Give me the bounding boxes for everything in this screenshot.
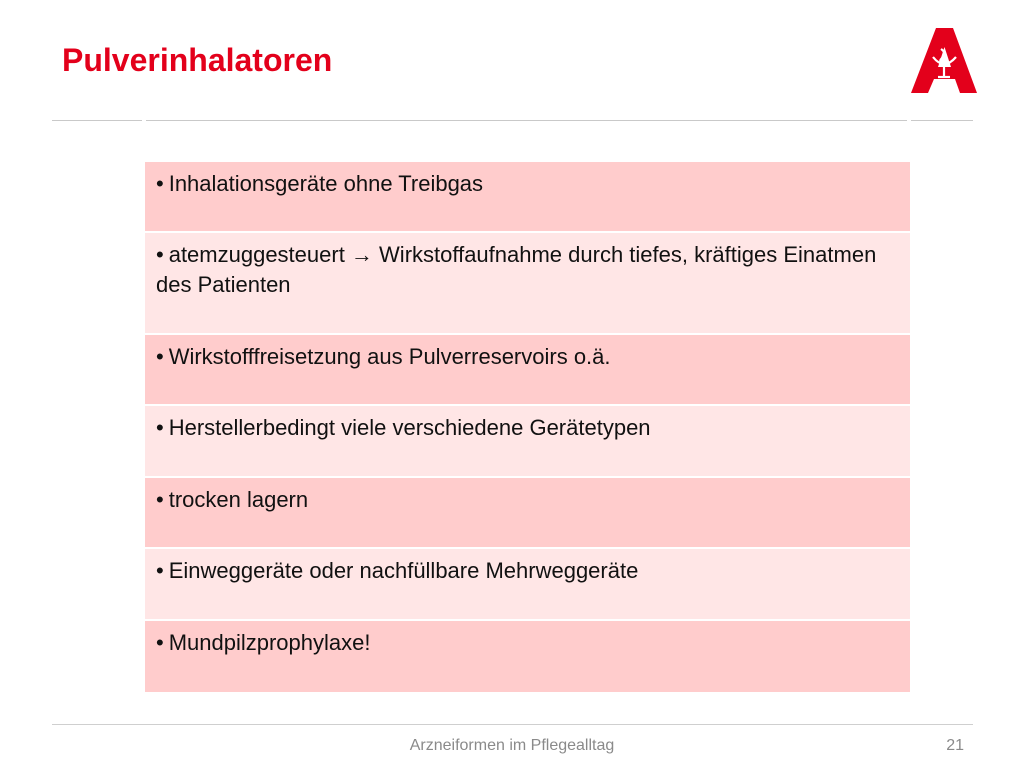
- row-text: Herstellerbedingt viele verschiedene Gerätetypen: [168, 415, 651, 440]
- header-divider-left: [52, 120, 142, 121]
- row-text: Wirkstofffreisetzung aus Pulverreservoirs o.ä.: [168, 344, 611, 369]
- bullet-marker: •: [156, 558, 164, 583]
- table-row: [145, 621, 910, 692]
- bullet-marker: •: [156, 242, 164, 267]
- table-row: [145, 162, 910, 231]
- table-row: [145, 335, 910, 404]
- bullet-table: [145, 162, 910, 692]
- row-text: Inhalationsgeräte ohne Treibgas: [168, 171, 484, 196]
- bullet-marker: •: [156, 171, 164, 196]
- row-text: Mundpilzprophylaxe!: [168, 630, 371, 655]
- table-row: [145, 549, 910, 619]
- row-text: atemzuggesteuert → Wirkstoffaufnahme durch tiefes, kräftiges Einatmen des Patienten: [156, 242, 877, 297]
- bullet-marker: •: [156, 344, 164, 369]
- table-row: [145, 406, 910, 476]
- footer-divider: [52, 724, 973, 725]
- row-text: trocken lagern: [168, 487, 309, 512]
- table-row: [145, 478, 910, 547]
- footer-text: Arzneiformen im Pflegealltag: [409, 737, 615, 754]
- bullet-marker: •: [156, 487, 164, 512]
- bullet-marker: •: [156, 630, 164, 655]
- row-text: Einweggeräte oder nachfüllbare Mehrweggeräte: [168, 558, 639, 583]
- apotheke-a-logo: [911, 27, 977, 97]
- slide-title: Pulverinhalatoren: [62, 42, 333, 78]
- page-number: 21: [946, 737, 964, 754]
- header-divider-right: [911, 120, 973, 121]
- table-row: [145, 233, 910, 333]
- bullet-marker: •: [156, 415, 164, 440]
- header-divider-middle: [146, 120, 907, 121]
